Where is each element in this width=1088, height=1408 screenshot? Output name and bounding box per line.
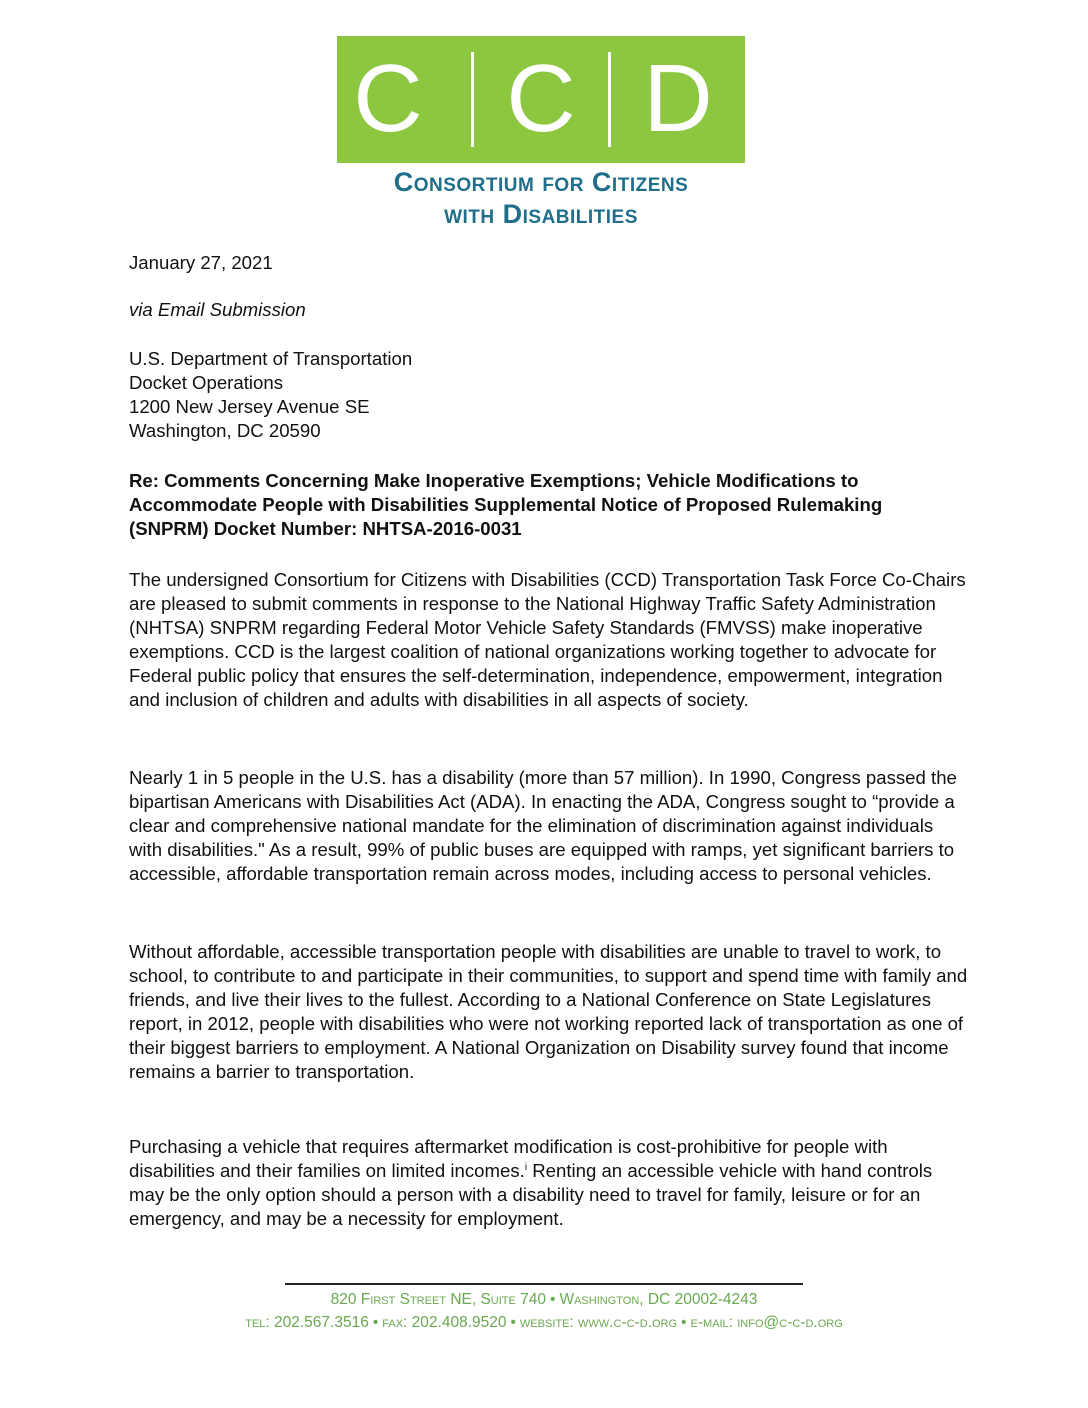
footer-street: 820 First Street NE, Suite 740 [330, 1291, 547, 1308]
footer-address-line [0, 1291, 1088, 1309]
logo-tagline-line1: Consortium for Citizens [393, 167, 689, 197]
footer-separator: • [372, 1314, 379, 1331]
subject-line: Re: Comments Concerning Make Inoperative Exemptions; Vehicle Modifications to Accommodate People with Disabilities Supplemental Notice of Proposed Rulemaking (SNPRM) Docket Number: NHTSA-2016-0031 [129, 470, 883, 539]
letter-date: January 27, 2021 [129, 252, 273, 273]
logo-divider [471, 52, 474, 147]
footer-contact-line [0, 1314, 1088, 1332]
paragraph-4-part-b: Renting an accessible vehicle with hand controls may be the only option should a person with a disability need to travel for family, leisure or for an emergency, and may be a necessity for employment. [129, 1160, 933, 1229]
footer-separator: • [550, 1291, 556, 1308]
address-line: Docket Operations [129, 372, 283, 393]
logo-letter-c1: C [337, 58, 439, 140]
footer-email-link[interactable]: e-mail: info@c-c-d.org [690, 1314, 843, 1331]
address-line: Washington, DC 20590 [129, 420, 321, 441]
footer-tel: tel: 202.567.3516 [245, 1314, 369, 1331]
address-line: 1200 New Jersey Avenue SE [129, 396, 370, 417]
footer-separator: • [510, 1314, 516, 1331]
address-line: U.S. Department of Transportation [129, 348, 413, 369]
body-paragraph-3: Without affordable, accessible transportation people with disabilities are unable to travel to work, to school, to contribute to and participate in their communities, to support and spend time with family and friends, and live their lives to the fullest. According to a National Conference on State Legislatures report, in 2012, people with disabilities who were not working reported lack of transportation as one of their biggest barriers to employment. A National Organization on Disability survey found that income remains a barrier to transportation. [129, 941, 968, 1082]
footer-fax: fax: 202.408.9520 [382, 1314, 507, 1331]
body-paragraph-1: The undersigned Consortium for Citizens with Disabilities (CCD) Transportation Task Force Co-Chairs are pleased to submit comments in response to the National Highway Traffic Safety Administration (NHTSA) SNPRM regarding Federal Motor Vehicle Safety Standards (FMVSS) make inoperative exemptions. CCD is the largest coalition of national organizations working together to advocate for Federal public policy that ensures the self-determination, independence, empowerment, integration and inclusion of children and adults with disabilities in all aspects of society. [129, 569, 966, 710]
logo-letter-c2: C [490, 58, 592, 140]
recipient-address [129, 347, 969, 443]
footnote-marker[interactable]: i [524, 1161, 528, 1173]
logo-green-block [337, 36, 745, 163]
logo-tagline-line2: with Disabilities [444, 199, 638, 229]
body-paragraph-4 [129, 1135, 969, 1231]
submission-method: via Email Submission [129, 299, 306, 320]
logo-divider [608, 52, 611, 147]
footer-website-link[interactable]: website: www.c-c-d.org [519, 1314, 678, 1331]
logo-letter-d: D [627, 58, 729, 140]
footer-divider [285, 1283, 803, 1285]
ccd-logo [337, 36, 745, 232]
footer-separator: • [681, 1314, 687, 1331]
paragraph-4-part-a: Purchasing a vehicle that requires aftermarket modification is cost-prohibitive for people with disabilities and their families on limited incomes. [129, 1136, 888, 1181]
footer-city: Washington, DC 20002-4243 [559, 1291, 758, 1308]
body-paragraph-2: Nearly 1 in 5 people in the U.S. has a disability (more than 57 million). In 1990, Congress passed the bipartisan Americans with Disabilities Act (ADA). In enacting the ADA, Congress sought to “provide a clear and comprehensive national mandate for the elimination of discrimination against individuals with disabilities." As a result, 99% of public buses are equipped with ramps, yet significant barriers to accessible, affordable transportation remain across modes, including access to personal vehicles. [129, 767, 957, 884]
